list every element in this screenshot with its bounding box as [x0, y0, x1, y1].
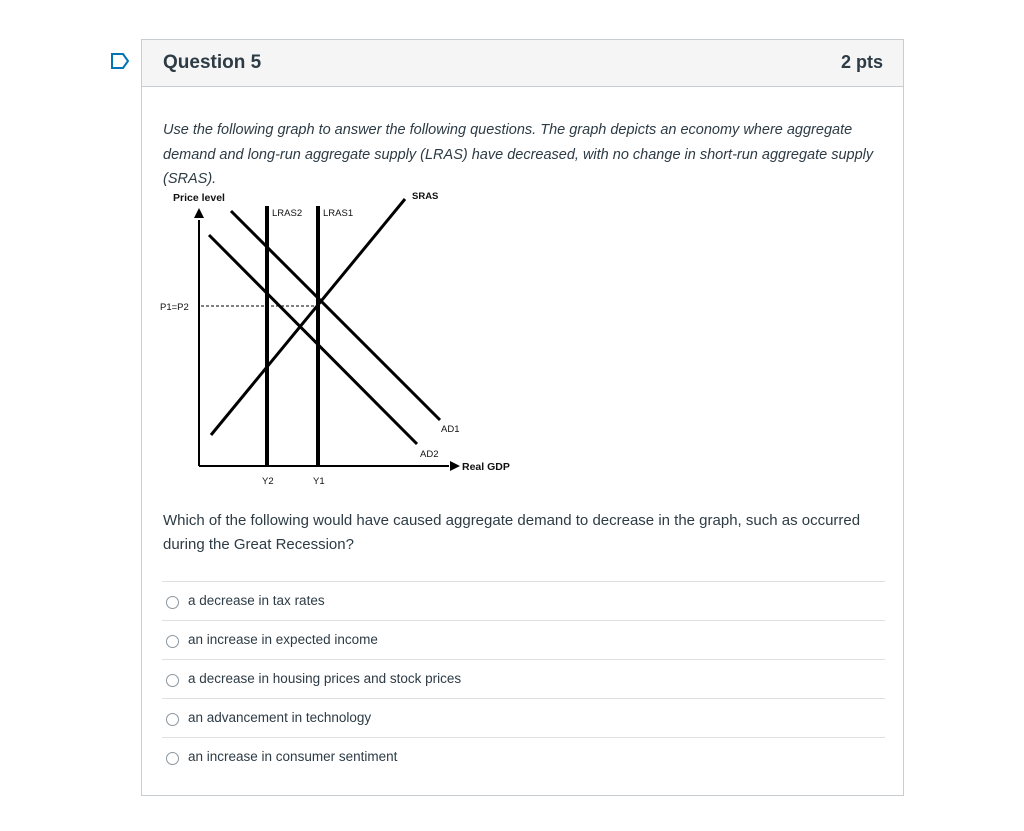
- question-card: [141, 39, 904, 796]
- answer-option[interactable]: [162, 581, 885, 620]
- radio-unselected-icon[interactable]: [166, 635, 179, 648]
- price-label: P1=P2: [160, 302, 189, 313]
- question-title: Question 5: [163, 52, 262, 73]
- y2-label: Y2: [262, 476, 274, 487]
- x-axis-arrow: [450, 461, 460, 471]
- bookmark-flag-icon[interactable]: [110, 52, 130, 70]
- question-prompt: Use the following graph to answer the following questions. The graph depicts an economy where aggregate demand and long-run aggregate supply (LRAS) have decreased, with no change in short-run aggregate supply (SRAS).: [163, 122, 874, 187]
- question-header: [142, 40, 903, 87]
- y-axis-label: Price level: [173, 192, 225, 204]
- answer-label[interactable]: an advancement in technology: [188, 710, 372, 725]
- ad1-label: AD1: [441, 424, 460, 435]
- answer-label[interactable]: a decrease in tax rates: [188, 593, 325, 608]
- answer-option[interactable]: [162, 620, 885, 659]
- radio-unselected-icon[interactable]: [166, 674, 179, 687]
- lras1-label: LRAS1: [323, 208, 354, 219]
- sras-line: [211, 199, 405, 435]
- answer-list: [162, 581, 885, 776]
- answer-label[interactable]: an increase in expected income: [188, 632, 378, 647]
- ad2-label: AD2: [420, 449, 439, 460]
- answer-option[interactable]: [162, 698, 885, 737]
- x-axis-label: Real GDP: [462, 461, 510, 473]
- answer-option[interactable]: [162, 737, 885, 776]
- answer-label[interactable]: a decrease in housing prices and stock prices: [188, 671, 462, 686]
- radio-unselected-icon[interactable]: [166, 752, 179, 765]
- sras-label: SRAS: [412, 191, 439, 202]
- ad1-line: [231, 211, 440, 420]
- ad-as-graph: [156, 188, 526, 488]
- answer-label[interactable]: an increase in consumer sentiment: [188, 749, 398, 764]
- question-points: 2 pts: [840, 52, 883, 72]
- question-text: Which of the following would have caused aggregate demand to decrease in the graph, such as occurred during the Great Recession?: [163, 512, 861, 553]
- y1-label: Y1: [313, 476, 325, 487]
- answer-option[interactable]: [162, 659, 885, 698]
- lras2-label: LRAS2: [272, 208, 303, 219]
- y-axis-arrow: [194, 208, 204, 218]
- radio-unselected-icon[interactable]: [166, 713, 179, 726]
- radio-unselected-icon[interactable]: [166, 596, 179, 609]
- ad2-line: [209, 235, 417, 444]
